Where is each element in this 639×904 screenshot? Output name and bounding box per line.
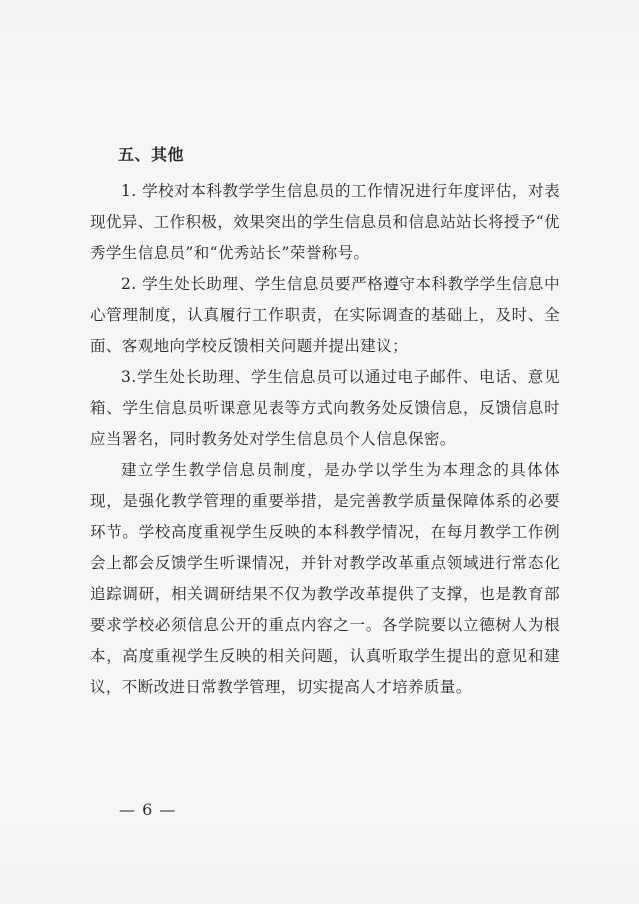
section-heading: 五、其他 — [118, 145, 185, 164]
document-body — [90, 143, 560, 703]
paragraph-4: 建立学生教学信息员制度，是办学以学生为本理念的具体体现，是强化教学管理的重要举措，是完善教学质量保障体系的必要环节。学校高度重视学生反映的本科教学情况，在每月教学工作例会上都会反馈学生听课情况，并针对教学改革重点领域进行常态化追踪调研，相关调研结果不仅为教学改革提供了支撑，也是教育部要求学校必须信息公开的重点内容之一。各学院要以立德树人为根本，高度重视学生反映的相关问题，认真听取学生提出的意见和建议，不断改进日常教学管理，切实提高人才培养质量。 — [90, 461, 560, 696]
page-number: — 6 — — [119, 800, 177, 819]
paragraph-3: 3.学生处长助理、学生信息员可以通过电子邮件、电话、意见箱、学生信息员听课意见表等方式向教务处反馈信息，反馈信息时应当署名，同时教务处对学生信息员个人信息保密。 — [90, 368, 560, 448]
paragraph-1: 1. 学校对本科教学学生信息员的工作情况进行年度评估，对表现优异、工作积极，效果突出的学生信息员和信息站站长将授予“优秀学生信息员”和“优秀站长”荣誉称号。 — [90, 182, 560, 262]
paragraph-2: 2. 学生处长助理、学生信息员要严格遵守本科教学学生信息中心管理制度，认真履行工作职责，在实际调查的基础上，及时、全面、客观地向学校反馈相关问题并提出建议； — [90, 275, 560, 355]
